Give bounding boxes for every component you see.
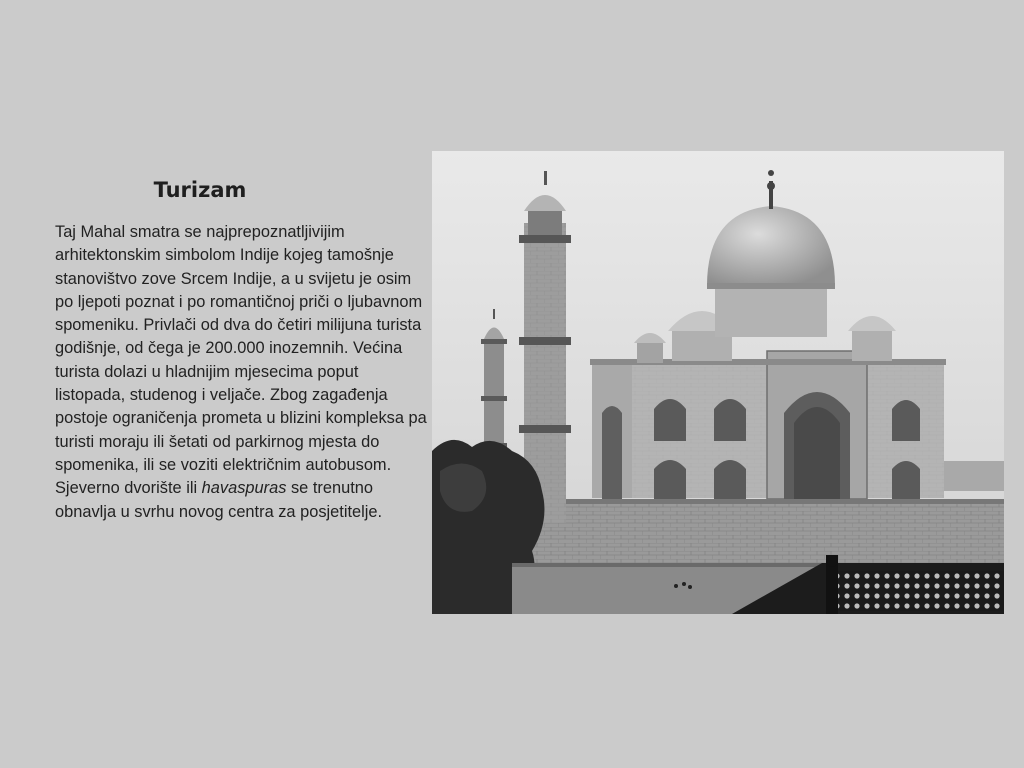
slide-title: Turizam [153,178,247,202]
body-text-italic-term: havaspuras [201,479,287,498]
body-text-part-1: Taj Mahal smatra se najprepoznatljivijim arhitektonskim simbolom Indije kojeg tamošnje stanovištvo zove Srcem Indije, a u svijetu je osim po ljepoti poznat i po romantičnoj priči o ljubavnom spomeniku. Privlači od dva do četiri milijuna turista godišnje, od čega je 200.000 inozemnih. Većina turista dolazi u hladnijim mjesecima poput listopada, studenog i veljače. Zbog zagađenja postoje ograničenja prometa u blizini kompleksa pa turisti moraju ili šetati od parkirnog mjesta do spomenika, ili se voziti električnim autobusom. Sjeverno dvorište ili [55,223,427,498]
body-text-part-2: se trenutno obnavlja u svrhu novog centra za posjetitelje. [55,479,383,521]
body-paragraph [55,221,427,524]
terrace [522,499,1004,563]
taj-mahal-photo [432,151,1004,614]
tomb-building [590,351,946,499]
